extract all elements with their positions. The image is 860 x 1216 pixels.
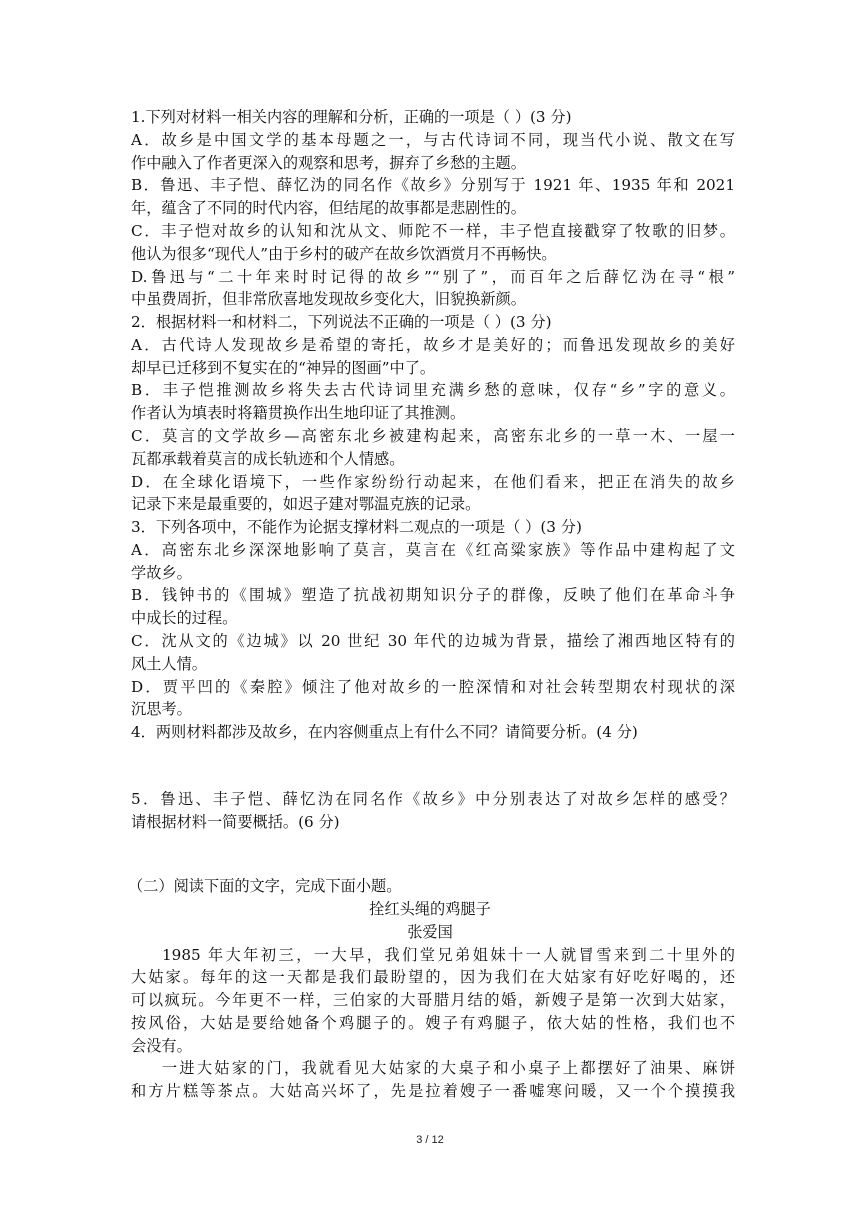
question-2-option-b-cont: 作者认为填表时将籍贯换作出生地印证了其推测。: [131, 404, 466, 422]
question-2-stem: 2．根据材料一和材料二，下列说法不正确的一项是（ ）(3 分): [131, 313, 552, 331]
question-2-option-a: A．古代诗人发现故乡是希望的寄托，故乡才是美好的；而鲁迅发现故乡的美好: [131, 336, 735, 354]
paragraph-1-line-3: 可以疯玩。今年更不一样，三伯家的大哥腊月结的婚，新嫂子是第一次到大姑家，: [131, 991, 735, 1009]
question-1-option-a-cont: 作中融入了作者更深入的观察和思考，摒弃了乡愁的主题。: [131, 154, 526, 172]
question-1-option-a: A．故乡是中国文学的基本母题之一，与古代诗词不同，现当代小说、散文在写: [131, 131, 735, 149]
question-2-option-b: B．丰子恺推测故乡将失去古代诗词里充满乡愁的意味，仅存“乡”字的意义。: [131, 381, 735, 399]
question-1-option-c: C．丰子恺对故乡的认知和沈从文、师陀不一样，丰子恺直接戳穿了牧歌的旧梦。: [131, 222, 735, 240]
paragraph-1-line-4: 按风俗，大姑是要给她备个鸡腿子的。嫂子有鸡腿子，依大姑的性格，我们也不: [131, 1014, 735, 1032]
question-3-option-b-cont: 中成长的过程。: [131, 609, 238, 627]
question-3-stem: 3．下列各项中，不能作为论据支撑材料二观点的一项是（ ）(3 分): [131, 518, 582, 536]
question-1-option-d: D.鲁迅与“二十年来时时记得的故乡”“别了”，而百年之后薛忆沩在寻“根”: [131, 268, 735, 286]
question-2-option-a-cont: 却早已迁移到不复实在的“神异的图画”中了。: [131, 359, 436, 377]
question-3-option-a: A．高密东北乡深深地影响了莫言，莫言在《红高粱家族》等作品中建构起了文: [131, 541, 735, 559]
question-1-option-b: B．鲁迅、丰子恺、薛忆沩的同名作《故乡》分别写于 1921 年、1935 年和 2021: [131, 176, 735, 194]
story-title: 拴红头绳的鸡腿子: [369, 900, 491, 918]
question-1-stem: 1.下列对材料一相关内容的理解和分析，正确的一项是（ ）(3 分): [131, 108, 572, 126]
question-3-option-b: B．钱钟书的《围城》塑造了抗战初期知识分子的群像，反映了他们在革命斗争: [131, 586, 735, 604]
question-3-option-c: C．沈从文的《边城》以 20 世纪 30 年代的边城为背景，描绘了湘西地区特有的: [131, 632, 735, 650]
question-3-option-c-cont: 风土人情。: [131, 655, 207, 673]
question-1-option-c-cont: 他认为很多“现代人”由于乡村的破产在故乡饮酒赏月不再畅快。: [131, 245, 557, 263]
question-2-option-c: C．莫言的文学故乡—高密东北乡被建构起来，高密东北乡的一草一木、一屋一: [131, 427, 735, 445]
question-2-option-d: D．在全球化语境下，一些作家纷纷行动起来，在他们看来，把正在消失的故乡: [131, 473, 735, 491]
question-3-option-d: D．贾平凹的《秦腔》倾注了他对故乡的一腔深情和对社会转型期农村现状的深: [131, 678, 735, 696]
paragraph-2-line-2: 和方片糕等茶点。大姑高兴坏了，先是拉着嫂子一番嘘寒问暖，又一个个摸摸我: [131, 1082, 735, 1100]
paragraph-1-line-2: 大姑家。每年的这一天都是我们最盼望的，因为我们在大姑家有好吃好喝的，还: [131, 968, 735, 986]
paragraph-2-line-1: 一进大姑家的门，我就看见大姑家的大桌子和小桌子上都摆好了油果、麻饼: [162, 1059, 735, 1077]
story-author: 张爱国: [407, 923, 453, 941]
question-2-option-c-cont: 瓦都承载着莫言的成长轨迹和个人情感。: [131, 450, 405, 468]
question-1-option-b-cont: 年，蕴含了不同的时代内容，但结尾的故事都是悲剧性的。: [131, 199, 526, 217]
question-4: 4．两则材料都涉及故乡，在内容侧重点上有什么不同？请简要分析。(4 分): [131, 723, 638, 741]
section-2-heading: （二）阅读下面的文字，完成下面小题。: [128, 877, 402, 895]
question-5: 5．鲁迅、丰子恺、薛忆沩在同名作《故乡》中分别表达了对故乡怎样的感受？: [131, 790, 735, 808]
question-2-option-d-cont: 记录下来是最重要的，如迟子建对鄂温克族的记录。: [131, 495, 481, 513]
paragraph-1-line-1: 1985 年大年初三，一大早，我们堂兄弟姐妹十一人就冒雪来到二十里外的: [162, 946, 735, 964]
page-number: 3 / 12: [416, 1134, 444, 1146]
question-3-option-a-cont: 学故乡。: [131, 564, 192, 582]
paragraph-1-line-5: 会没有。: [131, 1037, 192, 1055]
question-5-cont: 请根据材料一简要概括。(6 分): [131, 813, 340, 831]
question-3-option-d-cont: 沉思考。: [131, 700, 192, 718]
question-1-option-d-cont: 中虽费周折，但非常欣喜地发现故乡变化大，旧貌换新颜。: [131, 290, 526, 308]
